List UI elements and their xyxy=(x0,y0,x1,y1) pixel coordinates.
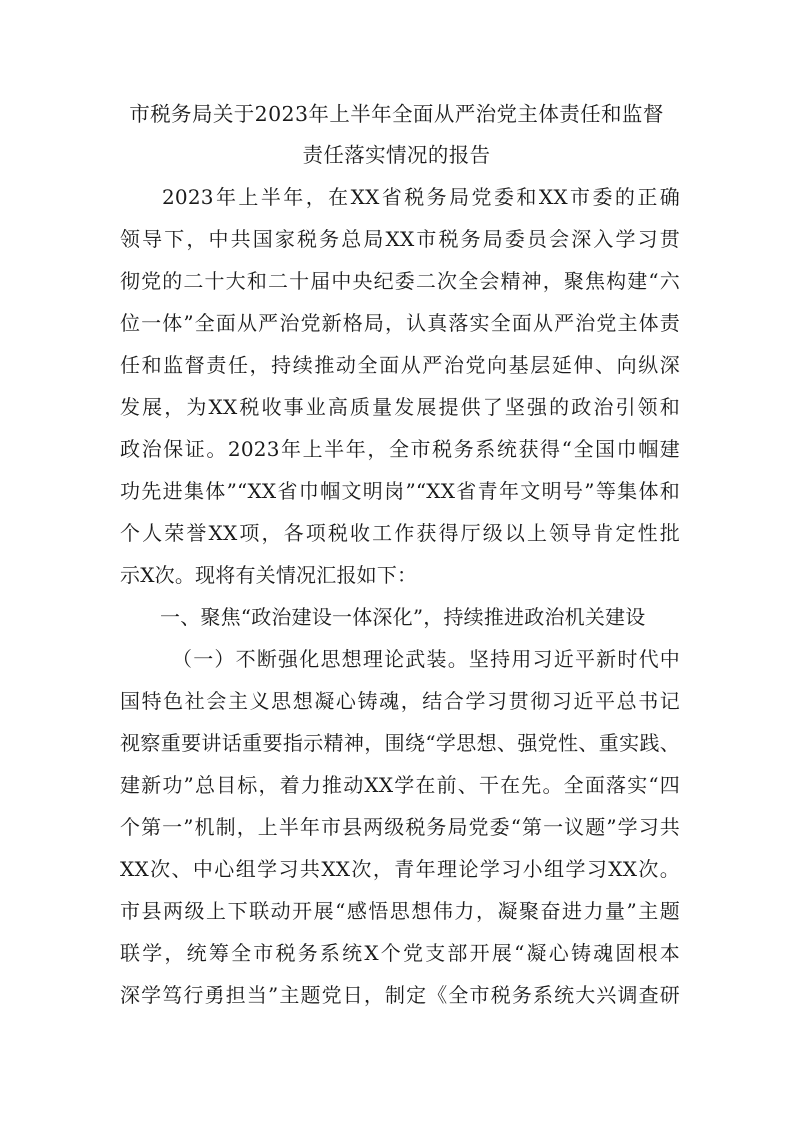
paragraph-2-line-5: 个第一”机制，上半年市县两级税务局党委“第一议题”学习共 xyxy=(120,815,680,839)
section-1-heading: 一、聚焦“政治建设一体深化”，持续推进政治机关建设 xyxy=(160,605,646,629)
paragraph-2-line-8: 联学，统筹全市税务系统X个党支部开展“凝心铸魂固根本 xyxy=(120,941,680,965)
paragraph-1-line-1: 2023年上半年，在XX省税务局党委和XX市委的正确 xyxy=(162,185,680,209)
document-title-line-2: 责任落实情况的报告 xyxy=(302,143,491,167)
paragraph-1-line-3: 彻党的二十大和二十届中央纪委二次全会精神，聚焦构建“六 xyxy=(120,269,680,293)
paragraph-1-line-2: 领导下，中共国家税务总局XX市税务局委员会深入学习贯 xyxy=(120,227,680,251)
paragraph-1-line-4: 位一体”全面从严治党新格局，认真落实全面从严治党主体责 xyxy=(120,311,680,335)
paragraph-2-line-7: 市县两级上下联动开展“感悟思想伟力，凝聚奋进力量”主题 xyxy=(120,899,680,923)
paragraph-1-line-6: 发展，为XX税收事业高质量发展提供了坚强的政治引领和 xyxy=(120,395,680,419)
paragraph-1-line-7: 政治保证。2023年上半年，全市税务系统获得“全国巾帼建 xyxy=(120,437,680,461)
paragraph-1-line-8: 功先进集体”“XX省巾帼文明岗”“XX省青年文明号”等集体和 xyxy=(120,479,680,503)
paragraph-2-line-9: 深学笃行勇担当”主题党日，制定《全市税务系统大兴调查研 xyxy=(120,983,680,1007)
paragraph-2-line-6: XX次、中心组学习共XX次，青年理论学习小组学习XX次。 xyxy=(120,857,680,881)
paragraph-2-line-3: 视察重要讲话重要指示精神，围绕“学思想、强党性、重实践、 xyxy=(120,731,680,755)
paragraph-2-line-2: 国特色社会主义思想凝心铸魂，结合学习贯彻习近平总书记 xyxy=(120,689,680,713)
paragraph-2-line-4: 建新功”总目标，着力推动XX学在前、干在先。全面落实“四 xyxy=(120,773,680,797)
document-title-line-1: 市税务局关于2023年上半年全面从严治党主体责任和监督 xyxy=(129,102,664,126)
paragraph-1-line-9: 个人荣誉XX项，各项税收工作获得厅级以上领导肯定性批 xyxy=(120,521,680,545)
paragraph-1-line-10: 示X次。现将有关情况汇报如下： xyxy=(120,563,418,587)
paragraph-2-line-1: （一）不断强化思想理论武装。坚持用习近平新时代中 xyxy=(172,647,680,671)
paragraph-1-line-5: 任和监督责任，持续推动全面从严治党向基层延伸、向纵深 xyxy=(120,353,680,377)
